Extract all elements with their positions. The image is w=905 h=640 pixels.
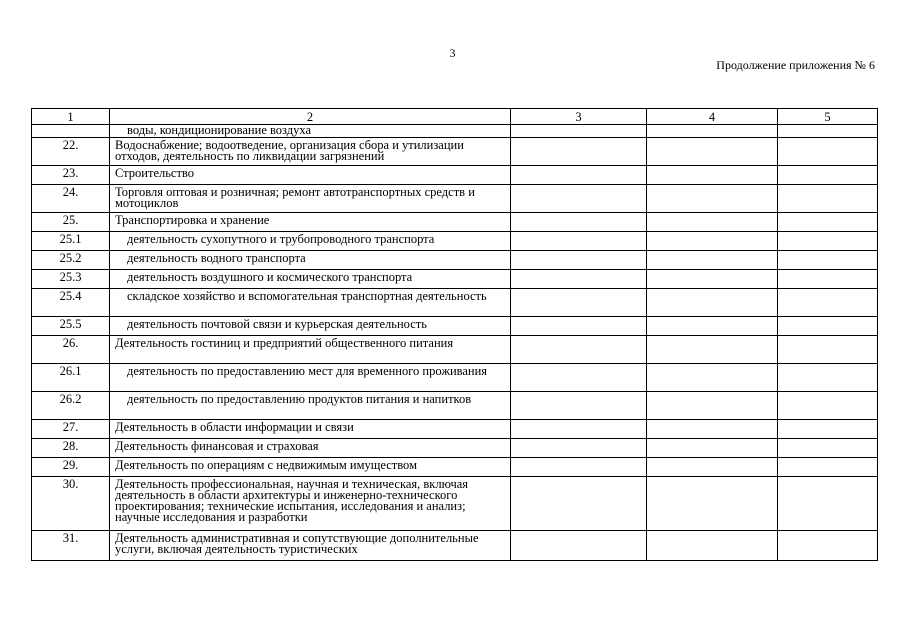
value-cell-4	[647, 392, 778, 420]
value-cell-3	[511, 125, 647, 138]
value-cell-4	[647, 289, 778, 317]
activity-name-cell: Торговля оптовая и розничная; ремонт автотранспортных средств и мотоциклов	[110, 185, 511, 213]
row-number-cell: 23.	[32, 166, 110, 185]
value-cell-3	[511, 213, 647, 232]
row-number-cell: 31.	[32, 531, 110, 561]
activity-name-cell: Деятельность гостиниц и предприятий общественного питания	[110, 336, 511, 364]
value-cell-5	[778, 531, 878, 561]
row-number-cell: 25.5	[32, 317, 110, 336]
column-header-5: 5	[778, 109, 878, 125]
value-cell-4	[647, 364, 778, 392]
value-cell-4	[647, 317, 778, 336]
value-cell-5	[778, 458, 878, 477]
row-number-cell: 26.2	[32, 392, 110, 420]
activity-name-cell: Деятельность финансовая и страховая	[110, 439, 511, 458]
activity-name-cell: деятельность сухопутного и трубопроводного транспорта	[110, 232, 511, 251]
row-number-cell: 26.	[32, 336, 110, 364]
value-cell-3	[511, 477, 647, 531]
activity-name-cell: Деятельность по операциям с недвижимым имуществом	[110, 458, 511, 477]
activity-name-cell: воды, кондиционирование воздуха	[110, 125, 511, 138]
value-cell-3	[511, 336, 647, 364]
column-header-3: 3	[511, 109, 647, 125]
value-cell-3	[511, 289, 647, 317]
column-header-2: 2	[110, 109, 511, 125]
activity-name-cell: складское хозяйство и вспомогательная транспортная деятельность	[110, 289, 511, 317]
continued-row	[32, 125, 878, 138]
value-cell-3	[511, 392, 647, 420]
value-cell-3	[511, 138, 647, 166]
activity-name-cell: деятельность по предоставлению продуктов питания и напитков	[110, 392, 511, 420]
page-number: 3	[449, 46, 456, 60]
row-number-cell: 28.	[32, 439, 110, 458]
value-cell-4	[647, 125, 778, 138]
value-cell-4	[647, 336, 778, 364]
column-header-1: 1	[32, 109, 110, 125]
value-cell-5	[778, 439, 878, 458]
value-cell-3	[511, 420, 647, 439]
value-cell-3	[511, 270, 647, 289]
value-cell-3	[511, 458, 647, 477]
value-cell-4	[647, 270, 778, 289]
row-number-cell: 25.	[32, 213, 110, 232]
activity-name-cell: Строительство	[110, 166, 511, 185]
value-cell-3	[511, 251, 647, 270]
table-row	[32, 138, 878, 166]
table-row	[32, 213, 878, 232]
row-number-cell: 29.	[32, 458, 110, 477]
value-cell-3	[511, 531, 647, 561]
table-row	[32, 166, 878, 185]
table-row	[32, 289, 878, 317]
value-cell-5	[778, 213, 878, 232]
appendix-continuation-label: Продолжение приложения № 6	[716, 58, 875, 72]
activity-name-cell: деятельность водного транспорта	[110, 251, 511, 270]
value-cell-5	[778, 477, 878, 531]
value-cell-5	[778, 364, 878, 392]
value-cell-5	[778, 420, 878, 439]
table-row	[32, 458, 878, 477]
table-row	[32, 232, 878, 251]
activity-name-cell: Транспортировка и хранение	[110, 213, 511, 232]
value-cell-4	[647, 477, 778, 531]
value-cell-3	[511, 185, 647, 213]
row-number-cell: 26.1	[32, 364, 110, 392]
value-cell-4	[647, 232, 778, 251]
column-header-4: 4	[647, 109, 778, 125]
table-row	[32, 477, 878, 531]
value-cell-4	[647, 458, 778, 477]
activity-name-cell: Деятельность профессиональная, научная и техническая, включая деятельность в области архитектуры и инженерно-технического проектирования; технические испытания, исследования и анализ; научные исследования и разработки	[110, 477, 511, 531]
table-row	[32, 531, 878, 561]
value-cell-5	[778, 270, 878, 289]
value-cell-3	[511, 439, 647, 458]
value-cell-5	[778, 251, 878, 270]
row-number-cell: 25.4	[32, 289, 110, 317]
value-cell-5	[778, 138, 878, 166]
row-number-cell: 24.	[32, 185, 110, 213]
value-cell-4	[647, 213, 778, 232]
table-row	[32, 251, 878, 270]
value-cell-4	[647, 420, 778, 439]
value-cell-5	[778, 317, 878, 336]
table-row	[32, 336, 878, 364]
value-cell-5	[778, 166, 878, 185]
activity-name-cell: деятельность по предоставлению мест для временного проживания	[110, 364, 511, 392]
value-cell-5	[778, 392, 878, 420]
value-cell-4	[647, 439, 778, 458]
table-row	[32, 317, 878, 336]
value-cell-4	[647, 531, 778, 561]
activity-name-cell: Деятельность административная и сопутствующие дополнительные услуги, включая деятельность туристических	[110, 531, 511, 561]
activity-name-cell: деятельность воздушного и космического транспорта	[110, 270, 511, 289]
activity-name-cell: Водоснабжение; водоотведение, организация сбора и утилизации отходов, деятельность по ликвидации загрязнений	[110, 138, 511, 166]
value-cell-4	[647, 251, 778, 270]
row-number-cell: 25.1	[32, 232, 110, 251]
value-cell-3	[511, 364, 647, 392]
row-number-cell: 27.	[32, 420, 110, 439]
value-cell-5	[778, 336, 878, 364]
value-cell-4	[647, 166, 778, 185]
value-cell-5	[778, 125, 878, 138]
row-number-cell: 25.3	[32, 270, 110, 289]
value-cell-4	[647, 138, 778, 166]
table-row	[32, 392, 878, 420]
row-number-cell	[32, 125, 110, 138]
table-row	[32, 420, 878, 439]
row-number-cell: 25.2	[32, 251, 110, 270]
table-row	[32, 364, 878, 392]
value-cell-3	[511, 317, 647, 336]
activity-name-cell: деятельность почтовой связи и курьерская деятельность	[110, 317, 511, 336]
activity-table	[31, 108, 878, 561]
table-row	[32, 185, 878, 213]
value-cell-5	[778, 232, 878, 251]
value-cell-4	[647, 185, 778, 213]
table-row	[32, 270, 878, 289]
table-row	[32, 439, 878, 458]
value-cell-5	[778, 185, 878, 213]
value-cell-5	[778, 289, 878, 317]
activity-name-cell: Деятельность в области информации и связи	[110, 420, 511, 439]
value-cell-3	[511, 166, 647, 185]
value-cell-3	[511, 232, 647, 251]
row-number-cell: 22.	[32, 138, 110, 166]
row-number-cell: 30.	[32, 477, 110, 531]
